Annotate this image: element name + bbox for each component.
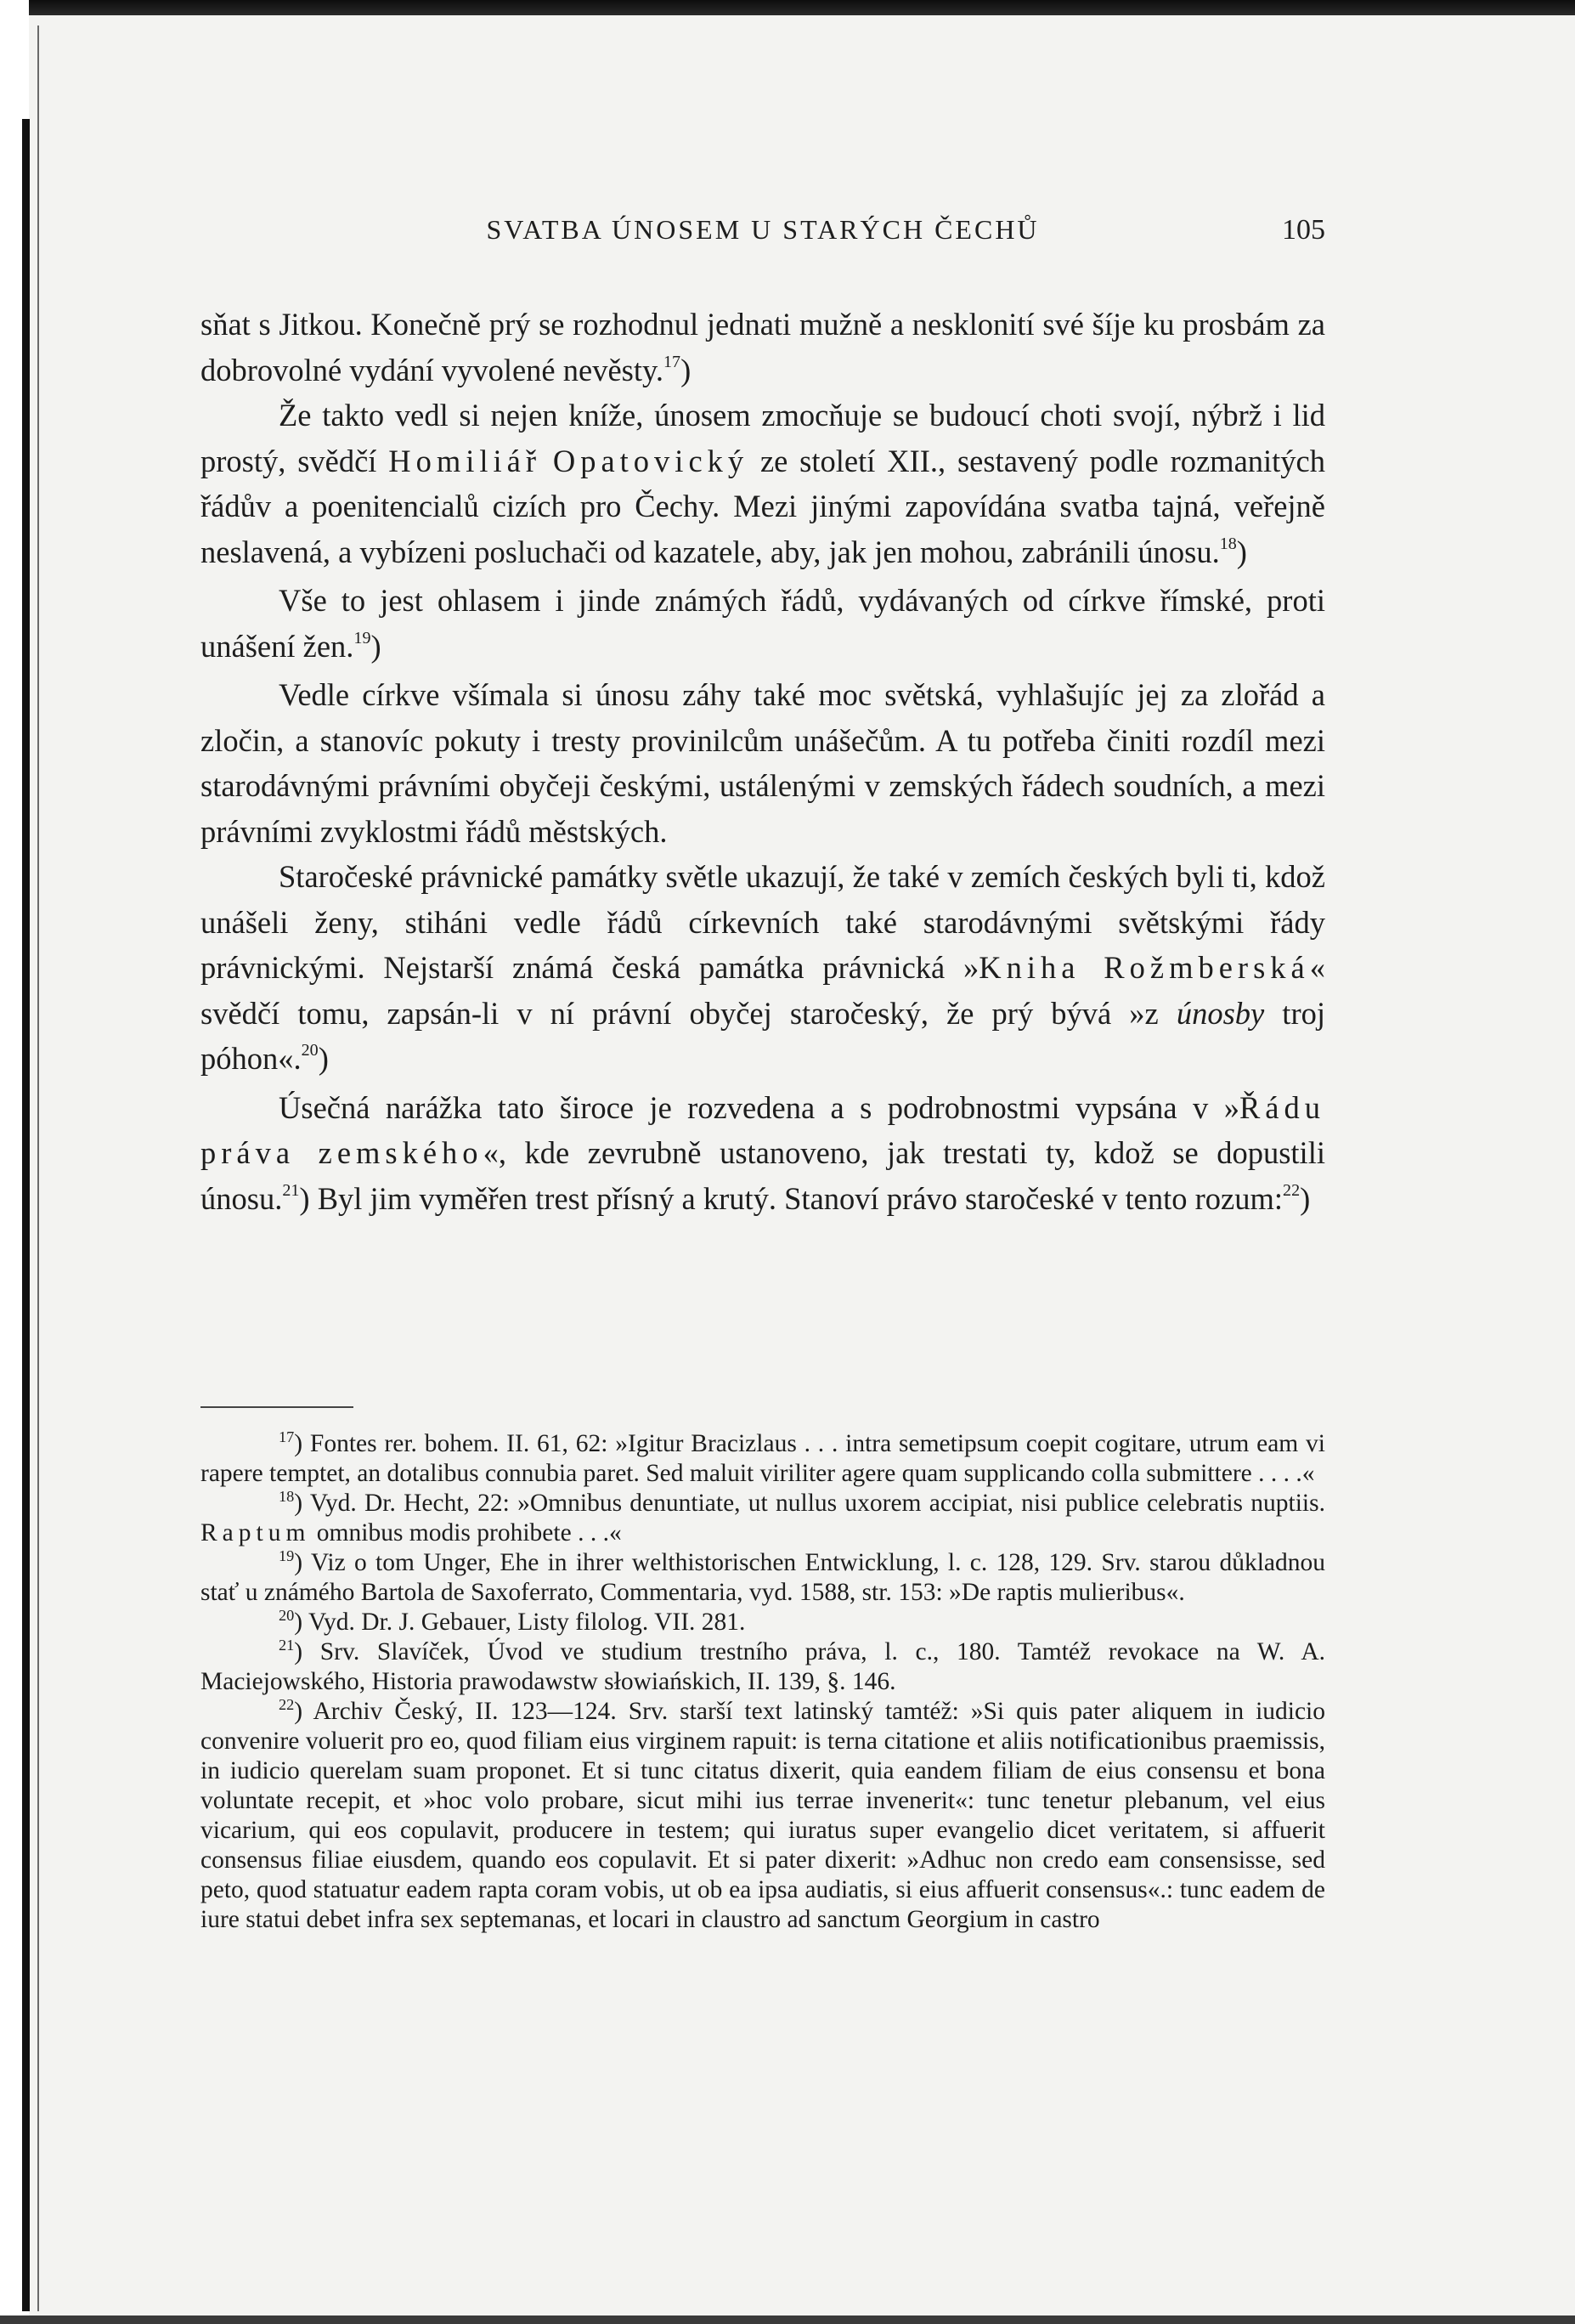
footnote-ref: 21 <box>282 1180 300 1200</box>
footnote-ref: 20 <box>301 1040 319 1060</box>
footnote-19: $^{19}$) Viz o tom Unger, Ehe in ihrer welthistorischen Entwicklung, l. c. 128, 129. Srv. starou důkladnou stať u známého Bartola de Saxoferrato, Commentaria, vyd. 1588, str. 153: »De raptis mulieribus«. <box>200 1547 1326 1606</box>
paragraph-6: Úsečná narážka tato široce je rozvedena a s podrobnostmi vypsána v »Řádu práva zemského«, kde zevrubně ustanoveno, jak trestati ty, kdož se dopustili únosu.$^{21}$) Byl jim vyměřen trest přísný a krutý. Stanoví právo staročeské v tento rozum:$^{22}$) <box>200 1089 1325 1216</box>
page-number: 105 <box>1282 214 1325 246</box>
binding-line <box>37 25 39 2311</box>
footnote-ref: 17 <box>663 352 681 371</box>
paragraph-3: Vše to jest ohlasem i jinde známých řádů, vydávaných od církve římské, proti unášení žen.$^{19}$) <box>200 583 1325 664</box>
scan-bottom-edge <box>0 2316 1575 2324</box>
scan-top-edge <box>0 0 1575 15</box>
footnote-ref: 19 <box>353 628 371 647</box>
footnote-ref: 22 <box>1283 1180 1301 1200</box>
footnote-17: $^{17}$) Fontes rer. bohem. II. 61, 62: »Igitur Bracizlaus . . . intra semetipsum coepit cogitare, utrum eam vi rapere temptet, an dotalibus connubia paret. Sed maluit viriliter agere quam supplicando colla submittere . . . .« <box>200 1428 1325 1487</box>
work-title: Řádu práva zemského <box>200 1089 1325 1170</box>
paragraph-2: Že takto vedl si nejen kníže, únosem zmocňuje se budoucí choti svojí, nýbrž i lid prostý, svědčí Homiliář Opatovický ze století XII., sestavený podle rozmanitých řádův a poenitencialů cizích pro Čechy. Mezi jinými zapovídána svatba tajná, veřejně neslavená, a vybízeni posluchači od kazatele, aby, jak jen mohou, zabránili únosu.$^{18}$) <box>200 398 1326 569</box>
footnote-21: $^{21}$) Srv. Slavíček, Úvod ve studium trestního práva, l. c., 180. Tamtéž revokace na W. A. Maciejowského, Historia prawodawstw słowiańskich, II. 139, §. 146. <box>200 1637 1325 1695</box>
paragraph-4: Vedle církve všímala si únosu záhy také moc světská, vyhlašujíc jej za zlořád a zločin, a stanovíc pokuty i tresty provinilcům unášečům. A tu potřeba činiti rozdíl mezi starodávnými právními obyčeji českými, ustálenými v zemských řádech soudních, a mezi právními zvyklostmi řádů městských. <box>200 677 1325 849</box>
footnote-20: $^{20}$) Vyd. Dr. J. Gebauer, Listy filolog. VII. 281. <box>279 1607 746 1636</box>
footnote-18: $^{18}$) Vyd. Dr. Hecht, 22: »Omnibus denuntiate, ut nullus uxorem accipiat, nisi publice celebratis nuptiis. Raptum omnibus modis prohibete . . .« <box>200 1488 1325 1547</box>
footnotes <box>200 1429 1325 1935</box>
paragraph-1: sňat s Jitkou. Konečně prý se rozhodnul jednati mužně a nesklonití své šíje ku prosbám za dobrovolné vydání vyvolené nevěsty.$^{17}$) <box>200 307 1325 387</box>
italic-term: únosby <box>1176 995 1265 1031</box>
work-title: Homiliář <box>388 443 542 478</box>
work-title: Opatovický <box>552 443 749 478</box>
footnote-22: $^{22}$) Archiv Český, II. 123—124. Srv. starší text latinský tamtéž: »Si quis pater aliquem in iudicio convenire voluerit pro eo, quod filiam eius virginem rapuit: is terna citatione et aliis notificationibus praemissis, in iudicio querelam suam proponet. Et si tunc citatus dixerit, quia eandem filiam de eius consensu et bona voluntate recepit, et »hoc volo probare, sicut mihi ius terrae invenerit«: tunc tenetur plebanum, vel eius vicarium, qui eos copulavit, producere in testem; qui iuratus super evangelio dicet veritatem, si affuerit consensus filiae eiusdem, quando eos copulavit. Et si pater dixerit: »Adhuc non credo eam consensisse, sed peto, quod statuatur eadem rapta coram vobis, ut ob ea ipsa audiatis, si eius affuerit consensus«.: tunc eadem de iure statui debet infra sex septemanas, et locari in claustro ad sanctum Georgium in castro <box>200 1696 1326 1933</box>
main-text <box>200 302 1325 1221</box>
work-title: Kniha Rožmberská <box>979 950 1310 985</box>
footnote-ref: 18 <box>1219 534 1237 553</box>
binding-shadow <box>22 119 30 2311</box>
footnote-separator <box>200 1406 353 1408</box>
running-head-title: SVATBA ÚNOSEM U STARÝCH ČECHŮ <box>486 214 1040 245</box>
paragraph-5: Staročeské právnické památky světle ukazují, že také v zemích českých byli ti, kdož unášeli ženy, stiháni vedle řádů církevních také starodávnými světskými řády právnickými. Nejstarší známá česká památka právnická »Kniha Rožmberská« svědčí tomu, zapsán-li v ní právní obyčej staročeský, že prý bývá »z únosby troj póhon«.$^{20}$) <box>200 859 1325 1076</box>
running-head <box>200 214 1325 248</box>
